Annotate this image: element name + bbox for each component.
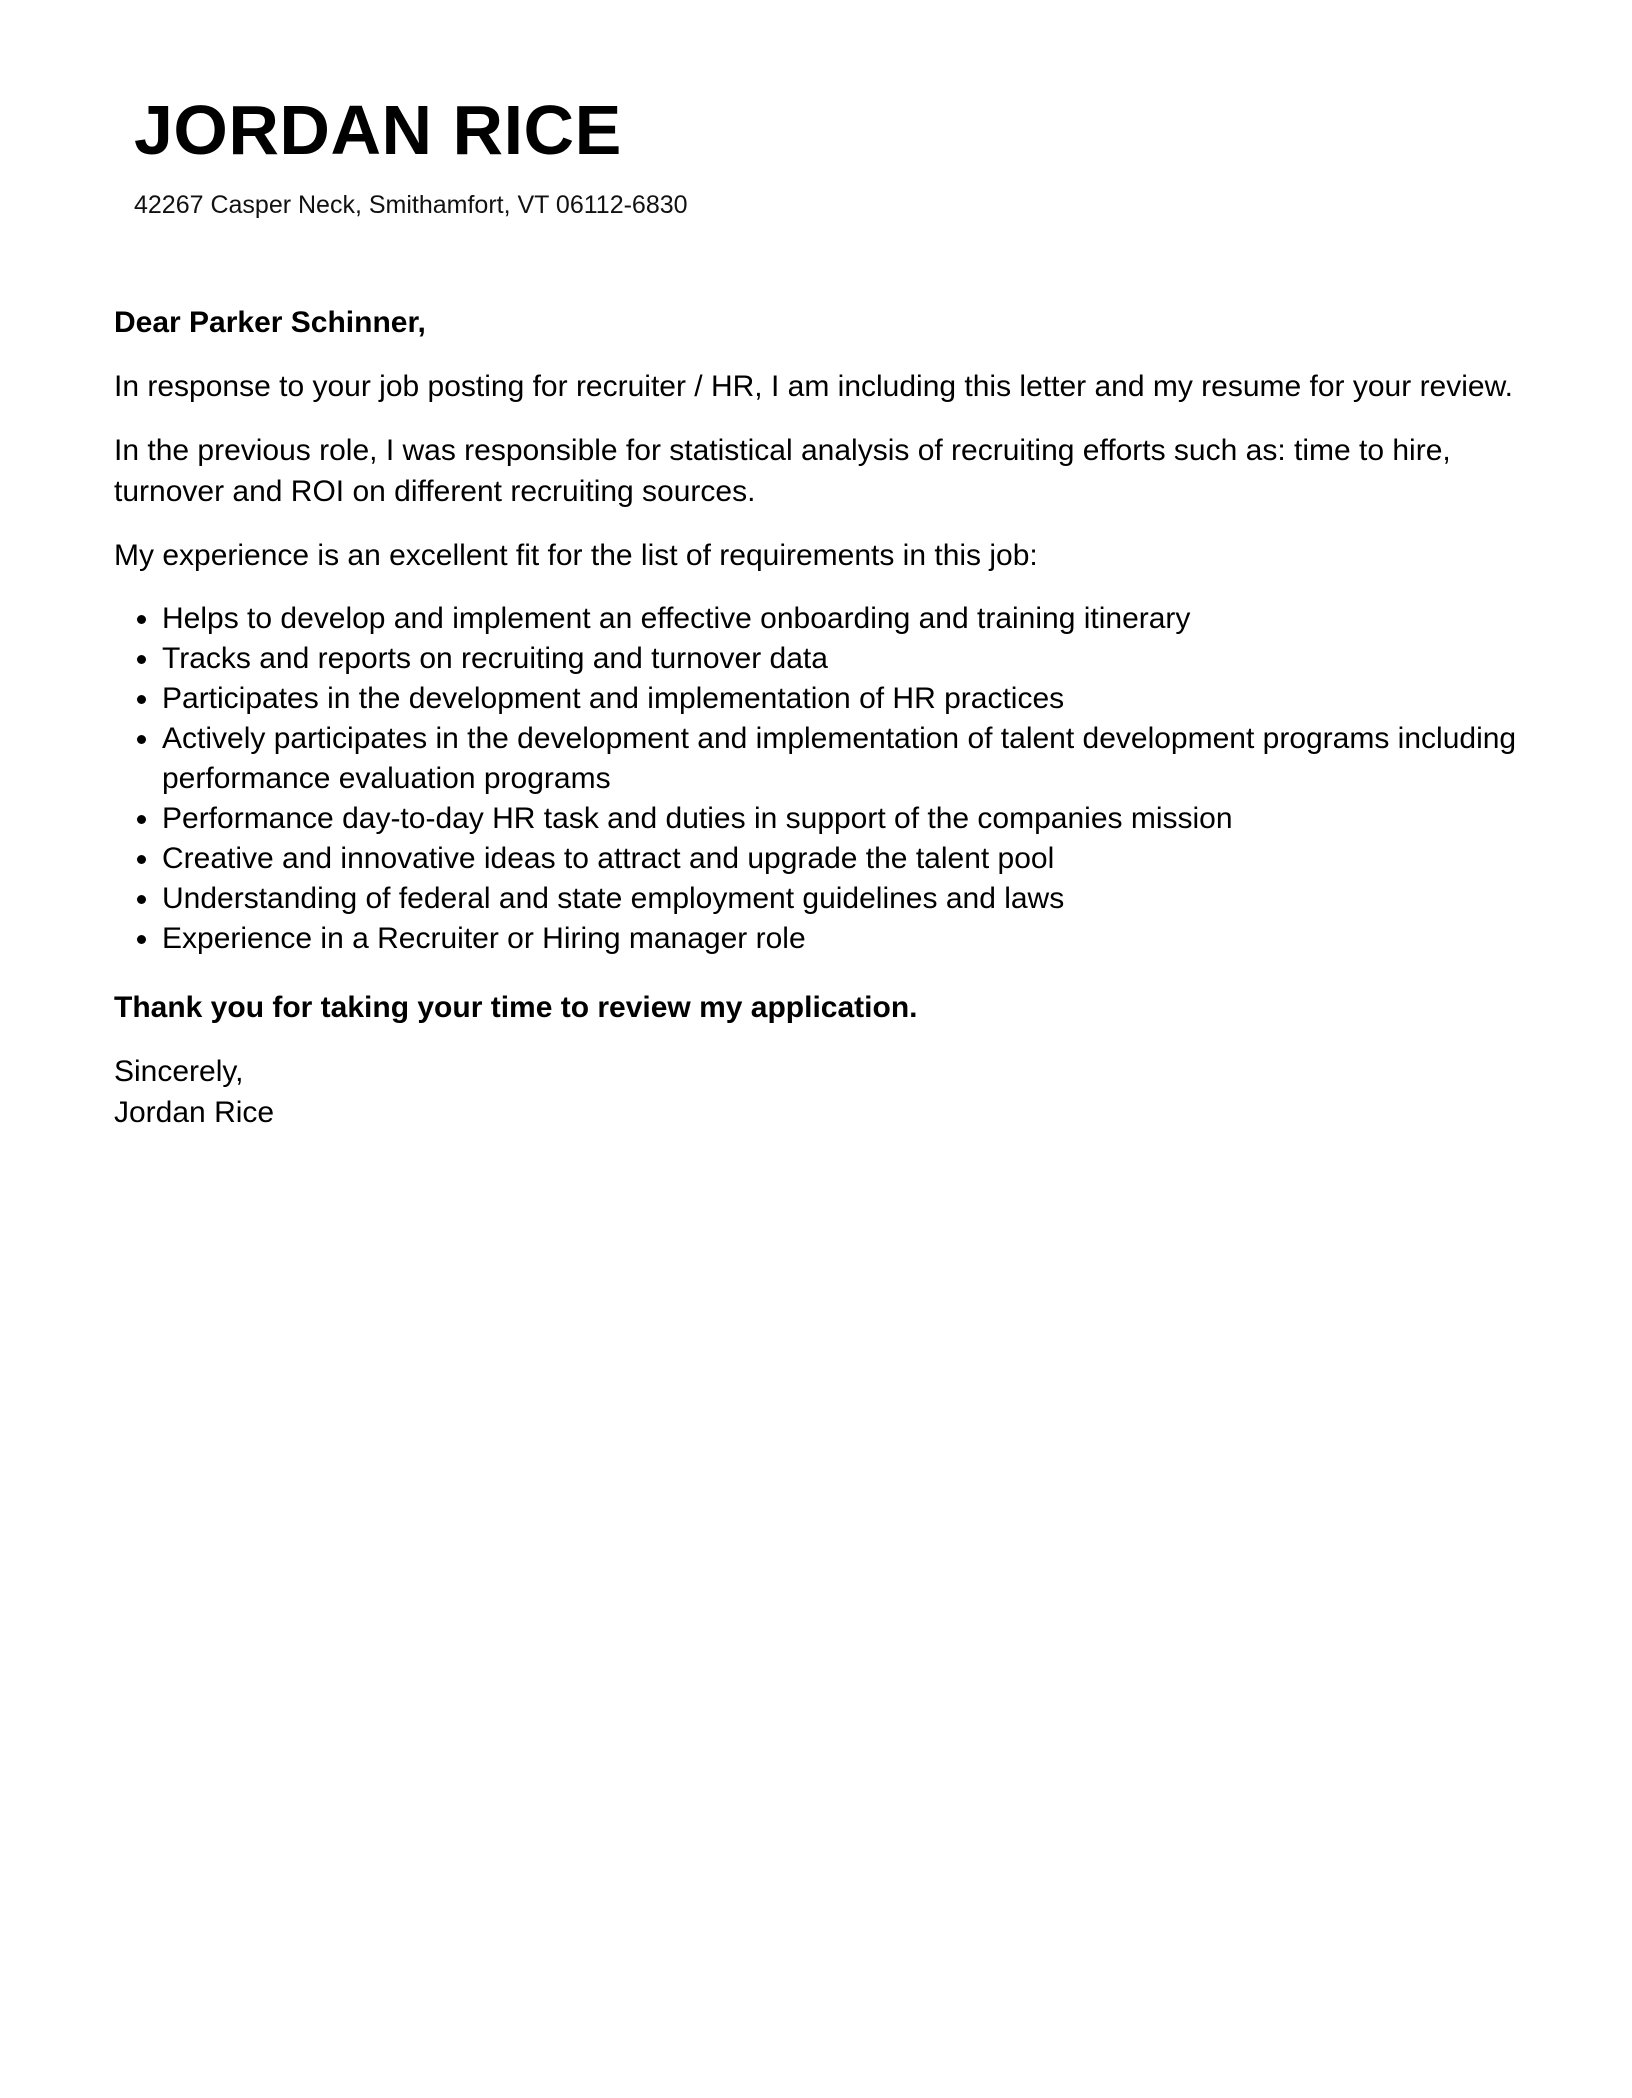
list-item (162, 679, 1534, 719)
bullet-icon (137, 735, 146, 744)
list-item (162, 919, 1534, 959)
bullet-icon (137, 815, 146, 824)
bullet-icon (137, 695, 146, 704)
bullet-icon (137, 655, 146, 664)
closing: Sincerely, (114, 1055, 244, 1088)
list-item-text: Tracks and reports on recruiting and turnover data (162, 642, 828, 675)
requirements-list (114, 599, 1534, 959)
list-item-text: Participates in the development and implementation of HR practices (162, 682, 1065, 715)
bullet-icon (137, 935, 146, 944)
list-item-text: Experience in a Recruiter or Hiring manager role (162, 922, 806, 955)
applicant-address: 42267 Casper Neck, Smithamfort, VT 06112-6830 (134, 191, 688, 219)
list-item (162, 639, 1534, 679)
intro-paragraph: In response to your job posting for recruiter / HR, I am including this letter and my resume for your review. (114, 370, 1513, 403)
bullet-icon (137, 855, 146, 864)
list-item-text: Helps to develop and implement an effective onboarding and training itinerary (162, 602, 1191, 635)
requirements-intro-paragraph: My experience is an excellent fit for the list of requirements in this job: (114, 539, 1038, 572)
list-item (162, 719, 1534, 799)
salutation: Dear Parker Schinner, (114, 306, 426, 339)
list-item-text: Creative and innovative ideas to attract and upgrade the talent pool (162, 842, 1055, 875)
list-item (162, 879, 1534, 919)
list-item-text: Performance day-to-day HR task and duties in support of the companies mission (162, 802, 1233, 835)
letter-header (134, 92, 688, 220)
list-item-text: Actively participates in the development and implementation of talent development programs including performance evaluation programs (162, 722, 1517, 795)
experience-paragraph: In the previous role, I was responsible for statistical analysis of recruiting efforts such as: time to hire, turnover and ROI on different recruiting sources. (114, 434, 1451, 508)
bullet-icon (137, 895, 146, 904)
list-item (162, 839, 1534, 879)
applicant-name: JORDAN RICE (134, 91, 622, 169)
signature-name: Jordan Rice (114, 1096, 275, 1129)
thank-you-line: Thank you for taking your time to review my application. (114, 991, 918, 1024)
letter-body (114, 302, 1534, 1133)
list-item (162, 799, 1534, 839)
bullet-icon (137, 615, 146, 624)
list-item (162, 599, 1534, 639)
list-item-text: Understanding of federal and state employment guidelines and laws (162, 882, 1065, 915)
